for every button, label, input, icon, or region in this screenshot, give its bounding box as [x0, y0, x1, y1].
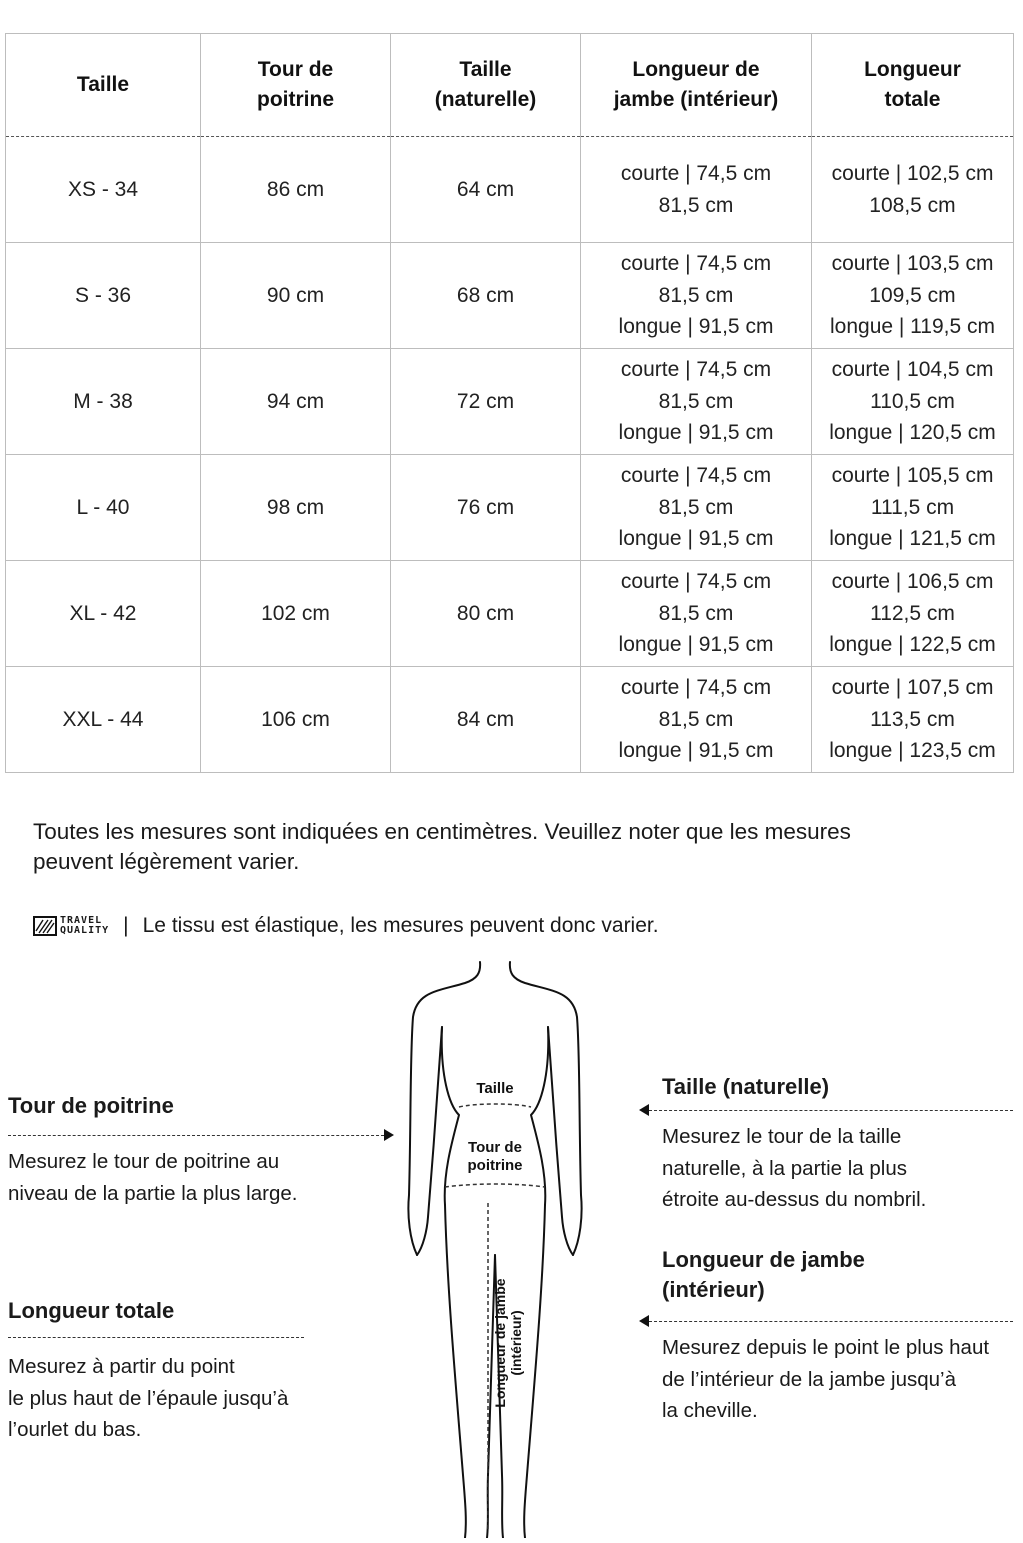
- cell-size: M - 38: [6, 349, 201, 455]
- guide-waist-desc: Mesurez le tour de la taille naturelle, à la partie la plus étroite au-dessus du nombril.: [662, 1125, 927, 1211]
- cell-total-length: courte | 102,5 cm 108,5 cm: [812, 137, 1014, 243]
- guide-chest-desc: Mesurez le tour de poitrine au niveau de la partie la plus large.: [8, 1150, 298, 1205]
- cell-size: L - 40: [6, 455, 201, 561]
- travel-quality-note: [33, 910, 659, 942]
- cell-waist: 76 cm: [391, 455, 581, 561]
- header-chest: Tour de poitrine: [201, 34, 391, 137]
- cell-inseam: courte | 74,5 cm 81,5 cm longue | 91,5 cm: [581, 455, 812, 561]
- table-row: [6, 349, 1014, 455]
- cell-total-length: courte | 104,5 cm 110,5 cm longue | 120,5 cm: [812, 349, 1014, 455]
- guide-total-length: [8, 1296, 388, 1326]
- size-chart-table: [5, 33, 1014, 773]
- table-header-row: [6, 34, 1014, 137]
- cell-inseam: courte | 74,5 cm 81,5 cm: [581, 137, 812, 243]
- header-waist: Taille (naturelle): [391, 34, 581, 137]
- body-outline-icon: [395, 955, 595, 1538]
- arrow-left-icon: [639, 1104, 649, 1116]
- cell-waist: 68 cm: [391, 243, 581, 349]
- guide-chest-title: Tour de poitrine: [8, 1093, 174, 1118]
- arrow-left-icon: [639, 1315, 649, 1327]
- table-row: [6, 243, 1014, 349]
- separator: |: [123, 914, 129, 937]
- guide-total-title: Longueur totale: [8, 1298, 175, 1323]
- stretch-fabric-text: Le tissu est élastique, les mesures peuvent donc varier.: [142, 914, 659, 937]
- cell-inseam: courte | 74,5 cm 81,5 cm longue | 91,5 cm: [581, 667, 812, 773]
- fabric-stretch-icon: [33, 916, 57, 936]
- cell-size: S - 36: [6, 243, 201, 349]
- table-row: [6, 561, 1014, 667]
- header-total-length: Longueur totale: [812, 34, 1014, 137]
- body-figure: [395, 955, 595, 1538]
- guide-inseam-desc: Mesurez depuis le point le plus haut de l’intérieur de la jambe jusqu’à la cheville.: [662, 1336, 990, 1422]
- guide-inseam-title: Longueur de jambe (intérieur): [662, 1247, 865, 1302]
- cell-chest: 90 cm: [201, 243, 391, 349]
- arrow-right-icon: [384, 1129, 394, 1141]
- inseam-pointer-line: [649, 1321, 1013, 1322]
- waist-pointer-line: [649, 1110, 1013, 1111]
- guide-waist-title: Taille (naturelle): [662, 1074, 830, 1099]
- header-size: Taille: [6, 34, 201, 137]
- cell-chest: 106 cm: [201, 667, 391, 773]
- table-row: [6, 137, 1014, 243]
- cell-waist: 80 cm: [391, 561, 581, 667]
- cell-inseam: courte | 74,5 cm 81,5 cm longue | 91,5 cm: [581, 349, 812, 455]
- cell-waist: 64 cm: [391, 137, 581, 243]
- cell-size: XXL - 44: [6, 667, 201, 773]
- cell-chest: 86 cm: [201, 137, 391, 243]
- cell-total-length: courte | 106,5 cm 112,5 cm longue | 122,5 cm: [812, 561, 1014, 667]
- measurement-note: Toutes les mesures sont indiquées en centimètres. Veuillez noter que les mesures peuvent légèrement varier.: [33, 819, 851, 874]
- travel-quality-logo: TRAVEL QUALITY: [33, 916, 109, 936]
- header-inseam: Longueur de jambe (intérieur): [581, 34, 812, 137]
- figure-chest-label: Tour de poitrine: [467, 1139, 523, 1174]
- cell-size: XL - 42: [6, 561, 201, 667]
- chest-pointer-line: [8, 1135, 384, 1136]
- cell-inseam: courte | 74,5 cm 81,5 cm longue | 91,5 cm: [581, 561, 812, 667]
- guide-waist: [662, 1072, 1017, 1102]
- cell-total-length: courte | 105,5 cm 111,5 cm longue | 121,5 cm: [812, 455, 1014, 561]
- table-row: [6, 667, 1014, 773]
- cell-chest: 98 cm: [201, 455, 391, 561]
- cell-inseam: courte | 74,5 cm 81,5 cm longue | 91,5 cm: [581, 243, 812, 349]
- figure-leg-label: Longueur de jambe (intérieur): [492, 1278, 524, 1408]
- cell-waist: 84 cm: [391, 667, 581, 773]
- cell-waist: 72 cm: [391, 349, 581, 455]
- cell-total-length: courte | 107,5 cm 113,5 cm longue | 123,5 cm: [812, 667, 1014, 773]
- table-row: [6, 455, 1014, 561]
- guide-chest: [8, 1091, 388, 1121]
- total-length-line: [8, 1337, 304, 1338]
- guide-inseam: [662, 1245, 1017, 1305]
- cell-size: XS - 34: [6, 137, 201, 243]
- cell-total-length: courte | 103,5 cm 109,5 cm longue | 119,5 cm: [812, 243, 1014, 349]
- figure-waist-label: Taille: [476, 1080, 514, 1097]
- cell-chest: 94 cm: [201, 349, 391, 455]
- cell-chest: 102 cm: [201, 561, 391, 667]
- guide-total-desc: Mesurez à partir du point le plus haut de l’épaule jusqu’à l’ourlet du bas.: [8, 1355, 289, 1441]
